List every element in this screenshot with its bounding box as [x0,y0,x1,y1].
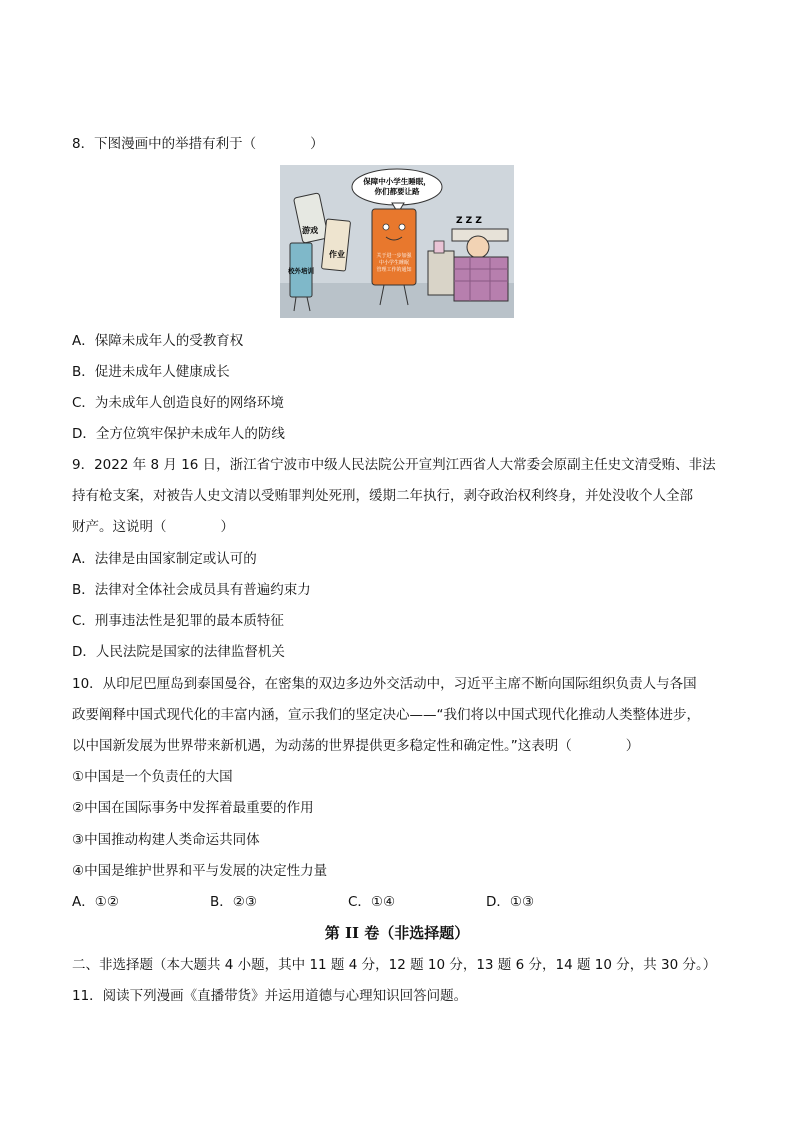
q9-stem-line-1: 9．2022 年 8 月 16 日，浙江省宁波市中级人民法院公开宣判江西省人大常委会原副主任史文清受贿、非法 [72,457,716,473]
q9-option-d: D．人民法院是国家的法律监督机关 [72,644,285,660]
q10-stem-line-1: 10．从印尼巴厘岛到泰国曼谷，在密集的双边多边外交活动中，习近平主席不断向国际组织负责人与各国 [72,676,697,692]
section-title: 第 II 卷（非选择题） [324,924,470,942]
notice-line-3: 管理工作的通知 [376,267,412,273]
q10-choice-b: B．②③ [210,894,257,910]
sleep-zzz: Z Z Z [456,216,482,226]
q10-statement-2: ②中国在国际事务中发挥着最重要的作用 [72,800,314,816]
q10-stem-line-2: 政要阐释中国式现代化的丰富内涵，宣示我们的坚定决心——“我们将以中国式现代化推动人类整体进步， [72,707,700,723]
book-homework-label: 作业 [329,250,345,259]
q10-statement-4: ④中国是维护世界和平与发展的决定性力量 [72,863,328,879]
q10-statement-1: ①中国是一个负责任的大国 [72,769,233,785]
nightstand [428,251,454,295]
notice-line-2: 中小学生睡眠 [378,260,410,266]
q10-stem-line-3: 以中国新发展为世界带来新机遇，为动荡的世界提供更多稳定性和确定性。”这表明（ ） [72,738,640,754]
section-intro: 二、非选择题（本大题共 4 小题，其中 11 题 4 分，12 题 10 分，13 题 6 分，14 题 10 分，共 30 分。） [72,957,717,973]
bubble-line-2: 你们都要让路 [374,187,420,196]
bed-sleeping-student [452,229,508,301]
q9-stem-line-2: 持有枪支案，对被告人史文清以受贿罪判处死刑，缓期二年执行，剥夺政治权利终身，并处没收个人全部 [72,488,693,504]
q8-option-a: A．保障未成年人的受教育权 [72,333,244,349]
bubble-line-1: 保障中小学生睡眠， [363,177,431,186]
q10-statement-3: ③中国推动构建人类命运共同体 [72,832,260,848]
q10-choice-c: C．①④ [348,894,396,910]
cartoon-image [280,165,514,318]
book-game-label: 游戏 [302,226,318,235]
q10-choice-d: D．①③ [486,894,535,910]
q8-stem: 8．下图漫画中的举措有利于（ ） [72,136,324,152]
q9-option-c: C．刑事违法性是犯罪的最本质特征 [72,613,284,629]
book-homework [321,219,350,271]
q10-choice-a: A．①② [72,894,119,910]
q8-option-b: B．促进未成年人健康成长 [72,364,230,380]
book-tutoring-label: 校外培训 [288,267,314,275]
q8-option-d: D．全方位筑牢保护未成年人的防线 [72,426,285,442]
q9-option-b: B．法律对全体社会成员具有普遍约束力 [72,582,311,598]
q11-stem: 11．阅读下列漫画《直播带货》并运用道德与心理知识回答问题。 [72,988,468,1004]
cup [434,241,444,253]
notice-line-1: 关于进一步加强 [376,253,412,259]
q9-stem-line-3: 财产。这说明（ ） [72,519,234,535]
q9-option-a: A．法律是由国家制定或认可的 [72,551,257,567]
q8-option-c: C．为未成年人创造良好的网络环境 [72,395,284,411]
